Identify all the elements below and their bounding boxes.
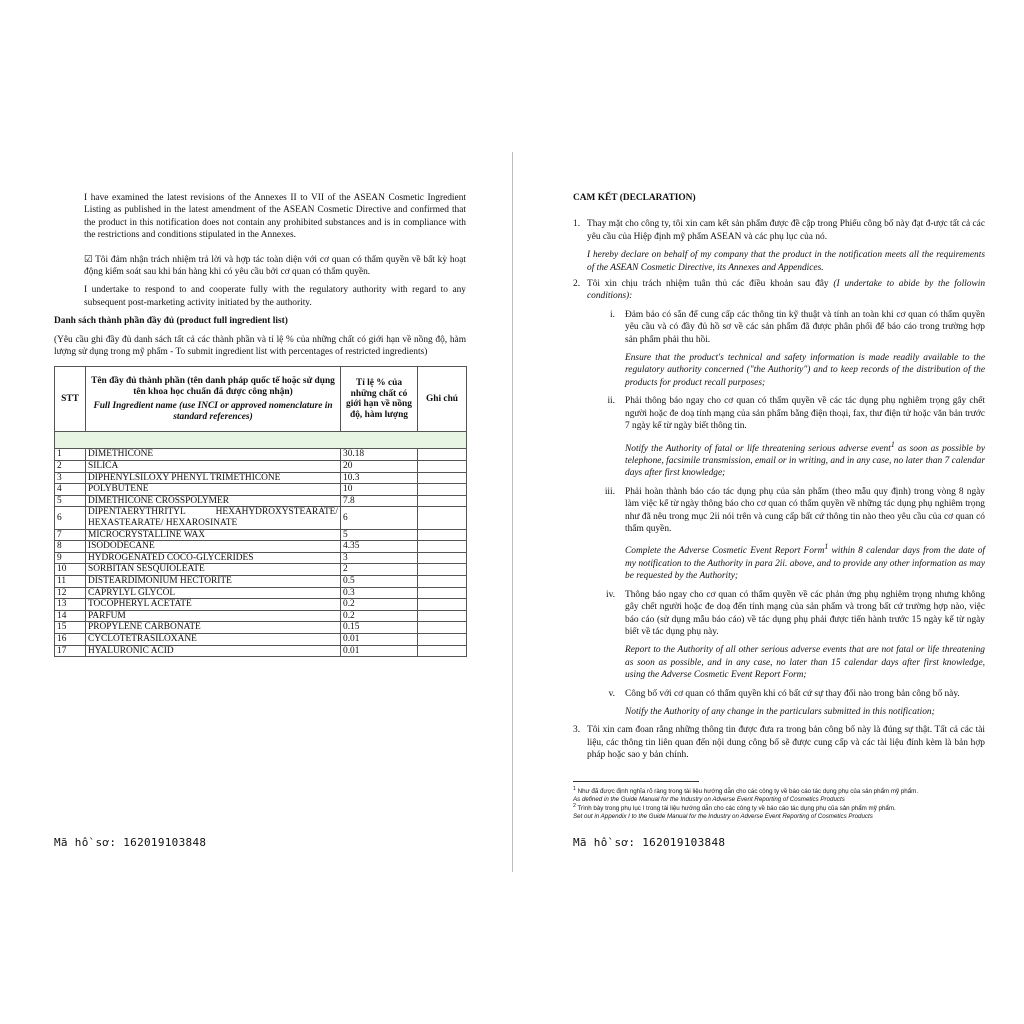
condition-en: Notify the Authority of any change in the particulars submitted in this notification; xyxy=(625,707,935,718)
footnote-mark: 1 xyxy=(573,786,576,792)
ingredient-table-body xyxy=(55,432,467,657)
cell-stt: 13 xyxy=(55,599,86,611)
condition-item xyxy=(587,309,985,389)
condition-vi: Công bố với cơ quan có thẩm quyền khi có bất cứ sự thay đổi nào trong bản công bố này. xyxy=(625,688,960,699)
cell-ingredient-name: DISTEARDIMONIUM HECTORITE xyxy=(86,576,341,588)
cell-stt: 1 xyxy=(55,449,86,461)
condition-item xyxy=(587,486,985,583)
table-row xyxy=(55,495,467,507)
cell-ingredient-name: HYDROGENATED COCO-GLYCERIDES xyxy=(86,552,341,564)
footnote-mark: 2 xyxy=(573,803,576,810)
cell-ingredient-name: SILICA xyxy=(86,461,341,473)
condition-en: Report to the Authority of all other serious adverse events that are not fatal or life threatening as soon as possible, and in any case, no later than 15 calendar days after first knowledge, using the Adverse Cosmetic Event Report Form; xyxy=(625,645,985,681)
cell-percent: 0.5 xyxy=(341,576,418,588)
cell-note xyxy=(418,507,467,529)
cell-percent: 10.3 xyxy=(341,472,418,484)
item-2-en: (I undertake to abide by the followin conditions): xyxy=(587,279,986,302)
cell-stt: 4 xyxy=(55,484,86,496)
table-band-row xyxy=(55,432,467,449)
header-ingredient-name-en: Full Ingredient name (use INCI or approved nomenclature in standard references) xyxy=(93,401,333,423)
cell-percent: 7.8 xyxy=(341,495,418,507)
condition-en: Complete the Adverse Cosmetic Event Report Form$^1$ within 8 calendar days from the date of my notification to the Authority in para 2ii. above, and to provide any other information as may be requested by the Authority; xyxy=(625,542,985,582)
cell-ingredient-name: DIPHENYLSILOXY PHENYL TRIMETHICONE xyxy=(86,472,341,484)
responsibility-paragraph-vi xyxy=(84,254,466,279)
condition-number: v. xyxy=(608,688,615,699)
cell-note xyxy=(418,622,467,634)
table-header-row xyxy=(55,367,467,432)
condition-vi: Phải hoàn thành báo cáo tác dụng phụ của sản phẩm (theo mẫu quy định) trong vòng 8 ngày làm việc kể từ ngày thông báo cho cơ quan có thẩm quyền về những tác dụng phụ nghiêm trọng như đã nêu trong mục 2ii nói trên và cung cấp bất cứ thông tin nào theo yêu cầu của cơ quan có thẩm quyền. xyxy=(625,486,985,535)
cell-note xyxy=(418,599,467,611)
cell-note xyxy=(418,564,467,576)
footnote-ref: 1 xyxy=(890,439,895,449)
condition-item xyxy=(587,589,985,682)
table-row xyxy=(55,599,467,611)
table-row xyxy=(55,507,467,529)
table-row xyxy=(55,541,467,553)
cell-note xyxy=(418,529,467,541)
left-page xyxy=(54,192,466,657)
cell-stt: 12 xyxy=(55,587,86,599)
cell-percent: 20 xyxy=(341,461,418,473)
condition-list xyxy=(587,309,985,719)
cell-percent: 10 xyxy=(341,484,418,496)
footnote-ref: 1 xyxy=(824,542,829,552)
ingredient-table xyxy=(54,366,467,657)
cell-ingredient-name: DIPENTAERYTHRITYL HEXAHYDROXYSTEARATE/ HEXASTEARATE/ HEXAROSINATE xyxy=(86,507,341,529)
cell-stt: 10 xyxy=(55,564,86,576)
cell-note xyxy=(418,541,467,553)
cell-stt: 5 xyxy=(55,495,86,507)
responsibility-paragraph-en: I undertake to respond to and cooperate fully with the regulatory authority with regard to any subsequent post-marketing activity initiated by the authority. xyxy=(84,285,466,308)
cell-stt: 8 xyxy=(55,541,86,553)
declaration-item-3 xyxy=(573,724,985,761)
item-3-vi: Tôi xin cam đoan rằng những thông tin được đưa ra trong bản công bố này là đúng sự thật. Tất cả các tài liệu, các thông tin liên quan đến nội dung công bố sẽ được cung cấp và các tài liệu đính kèm là bản hợp pháp hoặc sao y bản chính. xyxy=(587,725,985,761)
declaration-item-1 xyxy=(573,218,985,274)
cell-stt: 17 xyxy=(55,645,86,657)
cell-ingredient-name: CYCLOTETRASILOXANE xyxy=(86,633,341,645)
item-1-en: I hereby declare on behalf of my company that the product in the notification meets all the requirements of the ASEAN Cosmetic Directive, its Annexes and Appendices. xyxy=(587,250,985,273)
cell-stt: 16 xyxy=(55,633,86,645)
condition-item xyxy=(587,688,985,719)
condition-item xyxy=(587,395,985,480)
table-row xyxy=(55,622,467,634)
table-row xyxy=(55,610,467,622)
cell-note xyxy=(418,472,467,484)
cell-note xyxy=(418,587,467,599)
cell-percent: 0.01 xyxy=(341,645,418,657)
condition-number: i. xyxy=(610,309,615,320)
header-note: Ghi chú xyxy=(418,367,467,432)
cell-ingredient-name: MICROCRYSTALLINE WAX xyxy=(86,529,341,541)
condition-vi: Thông báo ngay cho cơ quan có thẩm quyền về các phản ứng phụ nghiêm trọng nhưng không gây chết người hoặc đe doạ đến tính mạng của sản phẩm và trong bất cứ trường hợp nào, việc báo cáo (sử dụng mẫu báo cáo) về tác dụng phụ phải được tiến hành trước 15 ngày kể từ ngày biết về tác dụng phụ này. xyxy=(625,589,985,638)
cell-percent: 0.3 xyxy=(341,587,418,599)
item-2-text xyxy=(587,278,985,303)
cell-note xyxy=(418,645,467,657)
header-stt: STT xyxy=(55,367,86,432)
item-number: 1. xyxy=(573,219,581,230)
condition-vi: Đảm bảo có sẵn để cung cấp các thông tin kỹ thuật và tính an toàn khi cơ quan có thẩm quyền yêu cầu và có đầy đủ hồ sơ về các sản phẩm đã được phân phối để báo cáo trong trường hợp sản phẩm phải thu hồi. xyxy=(625,309,985,345)
checkbox-checked-icon: ☑ xyxy=(84,254,93,265)
cell-ingredient-name: DIMETHICONE xyxy=(86,449,341,461)
item-2-vi: Tôi xin chịu trách nhiệm tuân thủ các điều khoản sau đây xyxy=(587,279,829,290)
cell-percent: 0.2 xyxy=(341,610,418,622)
cell-ingredient-name: DIMETHICONE CROSSPOLYMER xyxy=(86,495,341,507)
table-row xyxy=(55,645,467,657)
cell-ingredient-name: PROPYLENE CARBONATE xyxy=(86,622,341,634)
cell-stt: 15 xyxy=(55,622,86,634)
header-percent: Tỉ lệ % của những chất có giới hạn về nồng độ, hàm lượng xyxy=(341,367,418,432)
cell-percent: 4.35 xyxy=(341,541,418,553)
cell-percent: 2 xyxy=(341,564,418,576)
cell-ingredient-name: SORBITAN SESQUIOLEATE xyxy=(86,564,341,576)
cell-percent: 0.01 xyxy=(341,633,418,645)
item-number: 2. xyxy=(573,279,581,290)
condition-en: Notify the Authority of fatal or life threatening serious adverse event$^1$ as soon as possible by telephone, facsimile transmission, email or in writing, and in any case, no later than 7 calendar days after first knowledge; xyxy=(625,439,985,479)
table-row xyxy=(55,449,467,461)
cell-ingredient-name: CAPRYLYL GLYCOL xyxy=(86,587,341,599)
cell-ingredient-name: PARFUM xyxy=(86,610,341,622)
table-row xyxy=(55,564,467,576)
cell-note xyxy=(418,449,467,461)
condition-number: ii. xyxy=(607,396,615,407)
cell-stt: 14 xyxy=(55,610,86,622)
table-row xyxy=(55,484,467,496)
cell-stt: 7 xyxy=(55,529,86,541)
record-code-right: Mã hồ sơ: 162019103848 xyxy=(573,836,726,849)
cell-note xyxy=(418,576,467,588)
cell-ingredient-name: TOCOPHERYL ACETATE xyxy=(86,599,341,611)
cell-stt: 6 xyxy=(55,507,86,529)
ingredient-list-title: Danh sách thành phần đầy đủ (product full ingredient list) xyxy=(54,316,288,327)
page-divider xyxy=(512,152,513,872)
cell-stt: 11 xyxy=(55,576,86,588)
cell-ingredient-name: HYALURONIC ACID xyxy=(86,645,341,657)
ingredient-list-note: (Yêu cầu ghi đầy đủ danh sách tất cả các thành phần và tỉ lệ % của những chất có giới hạn về nồng độ, hàm lượng sử dụng trong mỹ phẩm - To submit ingredient list with percentages of restricted ingredients) xyxy=(54,334,466,358)
footnote-2-en: Set out in Appendix I to the Guide Manual for the Industry on Adverse Event Reporting of Cosmetics Products xyxy=(573,812,873,820)
cell-percent: 5 xyxy=(341,529,418,541)
footnote-2-vi: $^2$ Trình bày trong phụ lục I trong tài liệu hướng dẫn cho các công ty về báo cáo tác dụng phụ của sản phẩm mỹ phẩm. xyxy=(573,803,896,813)
cell-note xyxy=(418,610,467,622)
responsibility-text-vi: Tôi đảm nhận trách nhiệm trả lời và hợp tác toàn diện với cơ quan có thẩm quyền về bất kỳ hoạt động kiểm soát sau khi bán hàng khi có yêu cầu bởi cơ quan có thẩm quyền. xyxy=(84,254,466,278)
cell-note xyxy=(418,495,467,507)
item-number: 3. xyxy=(573,725,581,736)
cell-percent: 30.18 xyxy=(341,449,418,461)
cell-note xyxy=(418,461,467,473)
cell-ingredient-name: POLYBUTENE xyxy=(86,484,341,496)
declaration-title: CAM KẾT (DECLARATION) xyxy=(573,193,696,203)
cell-percent: 3 xyxy=(341,552,418,564)
cell-note xyxy=(418,633,467,645)
footnote-1-vi: $^1$ Như đã được định nghĩa rõ ràng trong tài liệu hướng dẫn cho các công ty về báo cáo tác dụng phụ của sản phẩm mỹ phẩm. xyxy=(573,786,919,796)
declaration-item-2 xyxy=(573,278,985,718)
condition-vi: Phải thông báo ngay cho cơ quan có thẩm quyền về các tác dụng phụ nghiêm trọng gây chết người hoặc đe doạ tính mạng của sản phẩm bằng điện thoại, fax, thư điện tử hoặc văn bản trước 7 ngày kể từ ngày biết thông tin. xyxy=(625,396,985,432)
header-ingredient-name-vi: Tên đầy đủ thành phần (tên danh pháp quốc tế hoặc sử dụng tên khoa học chuẩn đã được công nhận) xyxy=(91,376,335,397)
table-row xyxy=(55,461,467,473)
item-1-vi: Thay mặt cho công ty, tôi xin cam kết sản phẩm được đề cập trong Phiếu công bố này đạt đ-ược tất cả các yêu cầu của Hiệp định mỹ phẩm ASEAN và các phụ lục của nó. xyxy=(587,219,985,242)
cell-note xyxy=(418,552,467,564)
table-row xyxy=(55,472,467,484)
right-page xyxy=(573,192,985,764)
cell-stt: 3 xyxy=(55,472,86,484)
condition-number: iv. xyxy=(605,589,615,600)
annex-compliance-paragraph: I have examined the latest revisions of the Annexes II to VII of the ASEAN Cosmetic Ingredient Listing as published in the latest amendment of the ASEAN Cosmetic Directive and confirmed that the product in this notification does not contain any prohibited substances and is in compliance with the restrictions and conditions stipulated in the Annexes. xyxy=(84,193,466,241)
cell-ingredient-name: ISODODECANE xyxy=(86,541,341,553)
table-row xyxy=(55,529,467,541)
table-row xyxy=(55,576,467,588)
footnotes xyxy=(573,786,993,821)
cell-percent: 0.2 xyxy=(341,599,418,611)
table-row xyxy=(55,633,467,645)
table-row xyxy=(55,587,467,599)
record-code-left: Mã hồ sơ: 162019103848 xyxy=(54,836,207,849)
cell-stt: 2 xyxy=(55,461,86,473)
cell-percent: 6 xyxy=(341,507,418,529)
condition-number: iii. xyxy=(604,486,615,497)
table-row xyxy=(55,552,467,564)
cell-stt: 9 xyxy=(55,552,86,564)
footnote-1-en: As defined in the Guide Manual for the Industry on Adverse Event Reporting of Cosmetics Products xyxy=(573,795,845,803)
footnote-separator xyxy=(573,781,699,782)
cell-percent: 0.15 xyxy=(341,622,418,634)
condition-en: Ensure that the product's technical and safety information is made readily available to the regulatory authority concerned ("the Authority") and to keep records of the distribution of the products for product recall purposes; xyxy=(625,353,985,388)
header-ingredient-name xyxy=(86,367,341,432)
cell-note xyxy=(418,484,467,496)
